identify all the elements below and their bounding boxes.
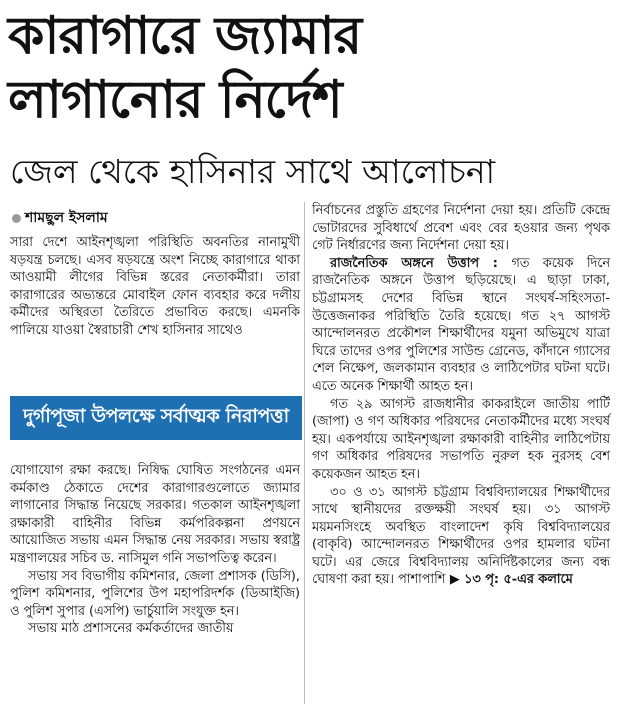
right-paragraph-2 (312, 255, 610, 396)
subheadline: জেল থেকে হাসিনার সাথে আলোচনা (10, 152, 496, 191)
right-column (312, 202, 610, 589)
byline-name: শামছুল ইসলাম (25, 210, 108, 226)
left-paragraph-3: সভায় সব বিভাগীয় কমিশনার, জেলা প্রশাসক (ডিসি), পুলিশ কমিশনার, পুলিশের উপ মহাপরিদর্শক (ডিআইজি) ও পুলিশ সুপার (এসপি) ভার্চুয়ালি সংযুক্ত হন। (10, 568, 300, 619)
headline-line-2: লাগানোর নির্দেশ (8, 70, 342, 130)
continuation-note: ▶ ১৩ পৃ: ৫-এর কলামে (445, 572, 573, 588)
headline-line-1: কারাগারে জ্যামার (8, 6, 362, 66)
left-paragraph-2: যোগাযোগ রক্ষা করছে। নিষিদ্ধ ঘোষিত সংগঠনের এমন কর্মকাণ্ড ঠেকাতে দেশের কারাগারগুলোতে জ্যামার লাগানোর সিদ্ধান্ত নিয়েছে সরকার। গতকাল আইনশৃঙ্খলা রক্ষাকারী বাহিনীর বিভিন্ন কর্মপরিকল্পনা প্রণয়নে আয়োজিত সভায় এমন সিদ্ধান্ত নেয় সরকার। সভায় স্বরাষ্ট্র মন্ত্রণালয়ের সচিব ড. নাসিমুল গনি সভাপতিত্ব করেন। (10, 463, 300, 566)
right-paragraph-3: গত ২৯ আগস্ট রাজধানীর কাকরাইলে জাতীয় পার্টি (জাপা) ও গণ অধিকার পরিষদের নেতাকর্মীদের মধ্যে সংঘর্ষ হয়। একপর্যায়ে আইনশৃঙ্খলা রক্ষাকারী বাহিনীর লাঠিপেটায় গণ অধিকার পরিষদের সভাপতি নুরুল হক নুরসহ বেশ কয়েকজন আহত হন। (312, 396, 610, 482)
headline (8, 4, 608, 132)
byline (12, 206, 108, 230)
bullet-icon (12, 214, 21, 223)
right-paragraph-4 (312, 484, 610, 590)
left-column-bottom (10, 462, 300, 638)
section-subheading: রাজনৈতিক অঙ্গনে উত্তাপ : (330, 255, 498, 271)
left-column-top (10, 234, 300, 340)
column-divider (304, 202, 305, 704)
left-paragraph-1: সারা দেশে আইনশৃঙ্খলা পরিস্থিতি অবনতির নানামুখী ষড়যন্ত্র চলছে। এসব ষড়যন্ত্রে অংশ নিচ্ছে কারাগারে থাকা আওয়ামী লীগের বিভিন্ন স্তরের নেতাকর্মীরা। তারা কারাগারের অভ্যন্তরে মোবাইল ফোন ব্যবহার করে দলীয় কর্মীদের অস্থিরতা তৈরিতে প্রভাবিত করছে। এমনকি পালিয়ে যাওয়া স্বৈরাচারী শেখ হাসিনার সাথেও (10, 235, 300, 338)
section-banner (10, 396, 302, 440)
right-paragraph-1: নির্বাচনের প্রস্তুতি গ্রহণের নির্দেশনা দেয়া হয়। প্রতিটি কেন্দ্রে ভোটারদের সুবিধার্থে প্রবেশ এবং বের হওয়ার জন্য পৃথক গেট নির্ধারণের জন্য নির্দেশনা দেয়া হয়। (312, 203, 610, 254)
right-paragraph-2-text: গত কয়েক দিনে রাজনৈতিক অঙ্গনে উত্তাপ ছড়িয়েছে। এ ছাড়া ঢাকা, চট্টগ্রামসহ দেশের বিভিন্ন স্থানে সংঘর্ষ-সহিংসতা-উত্তেজনাকর পরিস্থিতি তৈরি হয়েছে। গত ২৭ আগস্ট আন্দোলনরত প্রকৌশল শিক্ষার্থীদের যমুনা অভিমুখে যাত্রা ঘিরে তাদের ওপর পুলিশের সাউন্ড গ্রেনেড, কাঁদানে গ্যাসের শেল নিক্ষেপ, জলকামান ব্যবহার ও লাঠিপেটার ঘটনা ঘটে। এতে অনেক শিক্ষার্থী আহত হন। (312, 255, 610, 394)
banner-text: দুর্গাপূজা উপলক্ষে সর্বাত্মক নিরাপত্তা (23, 405, 289, 427)
right-paragraph-4-text: ৩০ ও ৩১ আগস্ট চট্টগ্রাম বিশ্ববিদ্যালয়ের শিক্ষার্থীদের সাথে স্থানীয়দের রক্তক্ষয়ী সংঘর্ষ হয়। ৩১ আগস্ট ময়মনসিংহে অবস্থিত বাংলাদেশ কৃষি বিশ্ববিদ্যালয়ের (বাকৃবি) আন্দোলনরত শিক্ষার্থীদের ওপর হামলার ঘটনা ঘটে। এর জেরে বিশ্ববিদ্যালয় অনির্দিষ্টকালের জন্য বন্ধ ঘোষণা করা হয়। পাশাপাশি (312, 484, 610, 588)
left-paragraph-4: সভায় মাঠ প্রশাসনের কর্মকর্তাদের জাতীয় (28, 621, 234, 637)
